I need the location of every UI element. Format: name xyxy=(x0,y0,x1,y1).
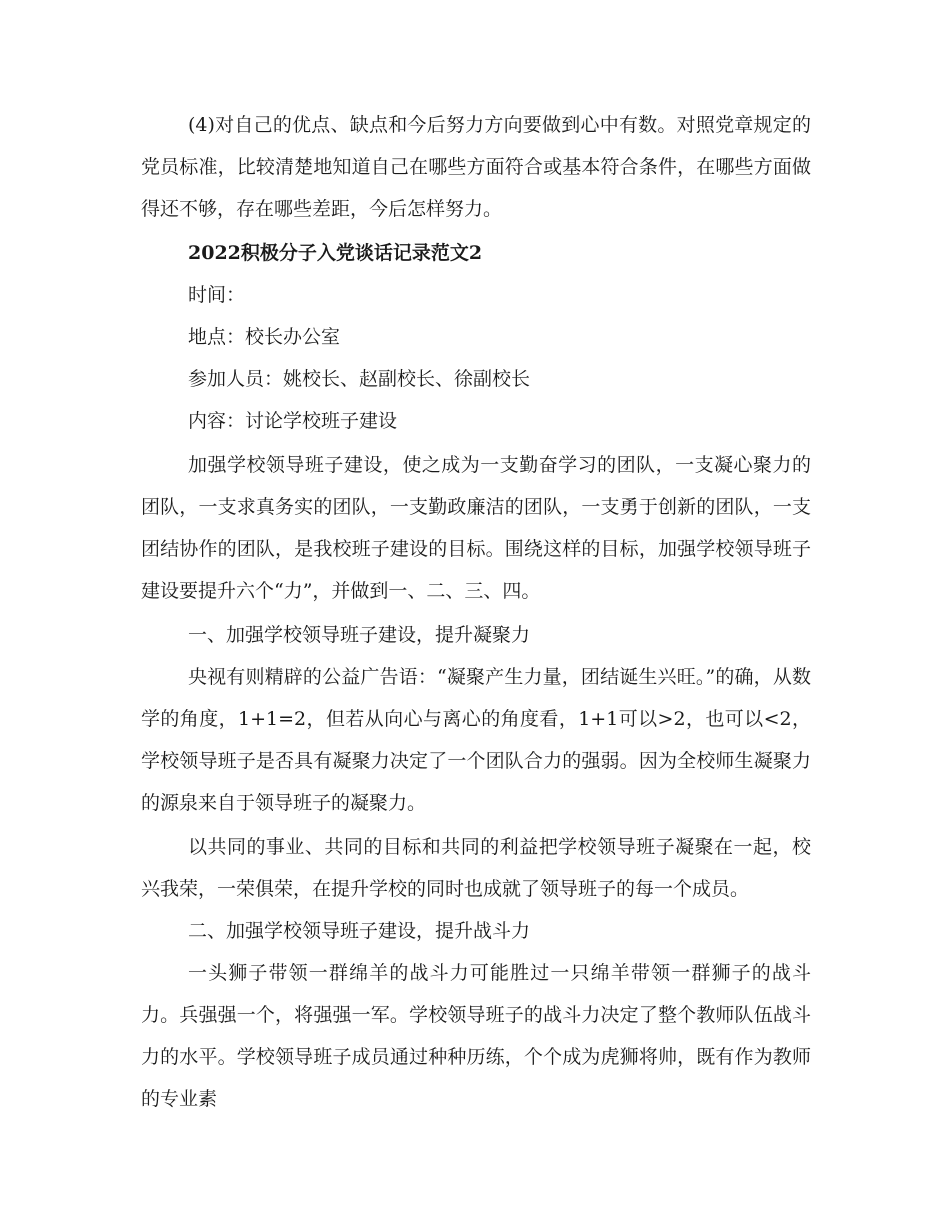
meeting-content: 内容：讨论学校班子建设 xyxy=(188,410,398,432)
section-1-title: 一、加强学校领导班子建设，提升凝聚力 xyxy=(188,624,531,646)
meeting-time: 时间： xyxy=(188,284,246,306)
section-1-paragraph-2: 以共同的事业、共同的目标和共同的利益把学校领导班子凝聚在一起，校兴我荣，一荣俱荣，在提升学校的同时也成就了领导班子的每一个成员。 xyxy=(141,836,811,900)
section-1-paragraph-1: 央视有则精辟的公益广告语：“凝聚产生力量，团结诞生兴旺。”的确，从数学的角度，1+1=2，但若从向心与离心的角度看，1+1可以>2，也可以<2，学校领导班子是否具有凝聚力决定了一个团队合力的强弱。因为全校师生凝聚力的源泉来自于领导班子的凝聚力。 xyxy=(141,666,811,814)
section-2-paragraph-1: 一头狮子带领一群绵羊的战斗力可能胜过一只绵羊带领一群狮子的战斗力。兵强强一个，将强强一军。学校领导班子的战斗力决定了整个教师队伍战斗力的水平。学校领导班子成员通过种种历练，个个成为虎狮将帅，既有作为教师的专业素 xyxy=(141,962,811,1110)
section-2-title: 二、加强学校领导班子建设，提升战斗力 xyxy=(188,920,531,942)
section-heading: 2022积极分子入党谈话记录范文2 xyxy=(188,242,483,264)
meeting-place: 地点：校长办公室 xyxy=(188,326,341,348)
paragraph-4: (4)对自己的优点、缺点和今后努力方向要做到心中有数。对照党章规定的党员标准，比较清楚地知道自己在哪些方面符合或基本符合条件，在哪些方面做得还不够，存在哪些差距，今后怎样努力。 xyxy=(141,114,811,220)
meeting-attendees: 参加人员：姚校长、赵副校长、徐副校长 xyxy=(188,368,531,390)
intro-paragraph: 加强学校领导班子建设，使之成为一支勤奋学习的团队，一支凝心聚力的团队，一支求真务实的团队，一支勤政廉洁的团队，一支勇于创新的团队，一支团结协作的团队，是我校班子建设的目标。围绕这样的目标，加强学校领导班子建设要提升六个“力”，并做到一、二、三、四。 xyxy=(141,454,811,602)
